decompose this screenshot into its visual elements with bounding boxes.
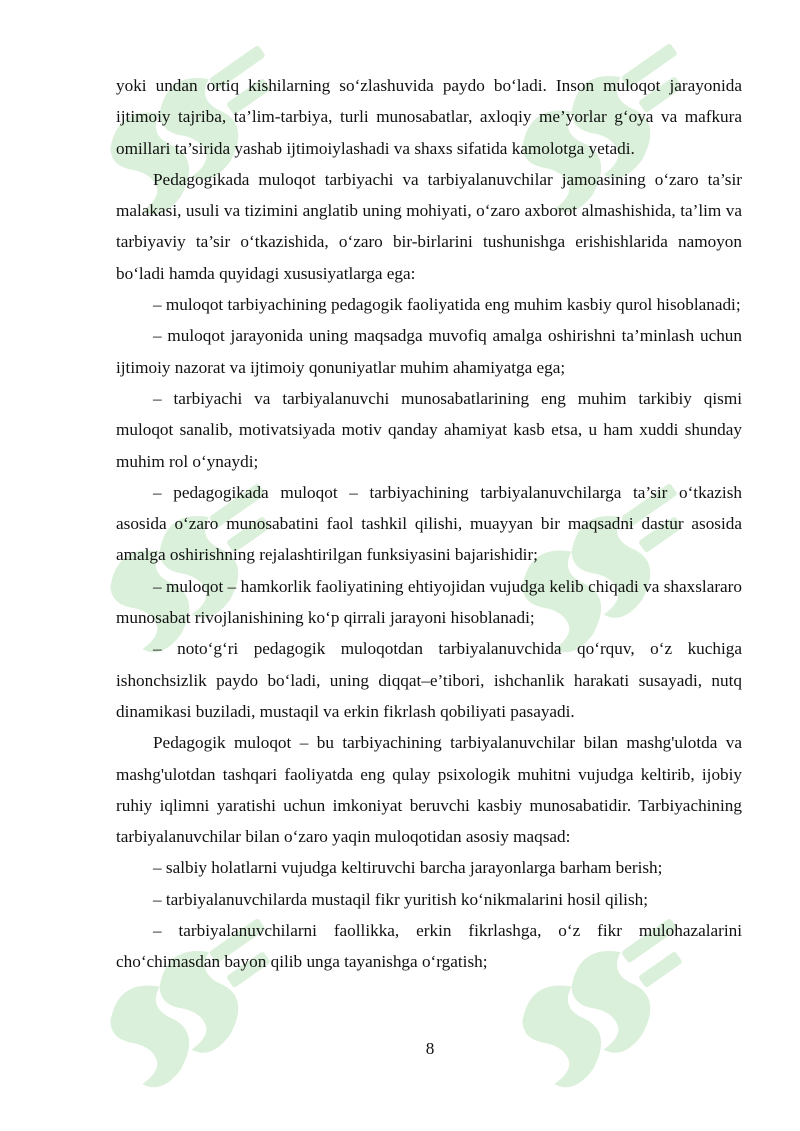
list-item: – muloqot jarayonida uning maqsadga muvofiq amalga oshirishni ta’minlash uchun ijtimoiy nazorat va ijtimoiy qonuniyatlar muhim ahamiyatga ega; (116, 326, 742, 377)
document-body (116, 70, 742, 978)
list-item: – pedagogikada muloqot – tarbiyachining tarbiyalanuvchilarga ta’sir o‘tkazish asosida o‘zaro munosabatini faol tashkil qilishi, muayyan bir maqsadni dastur asosida amalga oshirishning rejalashtirilgan funksiyasini bajarishidir; (116, 482, 742, 565)
paragraph: Pedagogikada muloqot tarbiyachi va tarbiyalanuvchilar jamoasining o‘zaro ta’sir malakasi, usuli va tizimini anglatib uning mohiyati, o‘zaro axborot almashishida, ta’lim va tarbiyaviy ta’sir o‘tkazishida, o‘zaro bir-birlarini tushunishga erishishlarida namoyon bo‘ladi hamda quyidagi xususiyatlarga ega: (116, 169, 742, 283)
list-item: – muloqot – hamkorlik faoliyatining ehtiyojidan vujudga kelib chiqadi va shaxslararo munosabat rivojlanishining ko‘p qirrali jarayoni hisoblanadi; (116, 576, 742, 628)
list-item: – tarbiyalanuvchilarni faollikka, erkin fikrlashga, o‘z fikr mulohazalarini cho‘chimasdan bayon qilib unga tayanishga o‘rgatish; (116, 921, 742, 972)
paragraph-continuation: yoki undan ortiq kishilarning so‘zlashuvida paydo bo‘ladi. Inson muloqot jarayonida ijtimoiy tajriba, ta’lim-tarbiya, turli munosabatlar, axloqiy me’yorlar g‘oya va mafkura omillari ta’sirida yashab ijtimoiylashadi va shaxs sifatida kamolotga yetadi. (116, 76, 742, 158)
list-item: – salbiy holatlarni vujudga keltiruvchi barcha jarayonlarga barham berish; (153, 858, 663, 878)
page-number: 8 (425, 1039, 435, 1058)
list-item: – noto‘g‘ri pedagogik muloqotdan tarbiyalanuvchida qo‘rquv, o‘z kuchiga ishonchsizlik paydo bo‘ladi, uning diqqat–e’tibori, ishchanlik harakati susayadi, nutq dinamikasi buziladi, mustaqil va erkin fikrlash qobiliyati pasayadi. (116, 639, 742, 721)
paragraph: Pedagogik muloqot – bu tarbiyachining tarbiyalanuvchilar bilan mashg'ulotda va mashg'ulotdan tashqari faoliyatda eng qulay psixologik muhitni vujudga keltirib, ijobiy ruhiy iqlimni yaratishi uchun imkoniyat beruvchi kasbiy munosabatidir. Tarbiyachining tarbiyalanuvchilar bilan o‘zaro yaqin muloqotidan asosiy maqsad: (116, 733, 742, 847)
list-item: – muloqot tarbiyachining pedagogik faoliyatida eng muhim kasbiy qurol hisoblanadi; (153, 295, 741, 315)
list-item: – tarbiyachi va tarbiyalanuvchi munosabatlarining eng muhim tarkibiy qismi muloqot sanalib, motivatsiyada motiv qanday ahamiyat kasb etsa, u ham xuddi shunday muhim rol o‘ynaydi; (116, 388, 742, 471)
list-item: – tarbiyalanuvchilarda mustaqil fikr yuritish ko‘nikmalarini hosil qilish; (153, 889, 649, 909)
